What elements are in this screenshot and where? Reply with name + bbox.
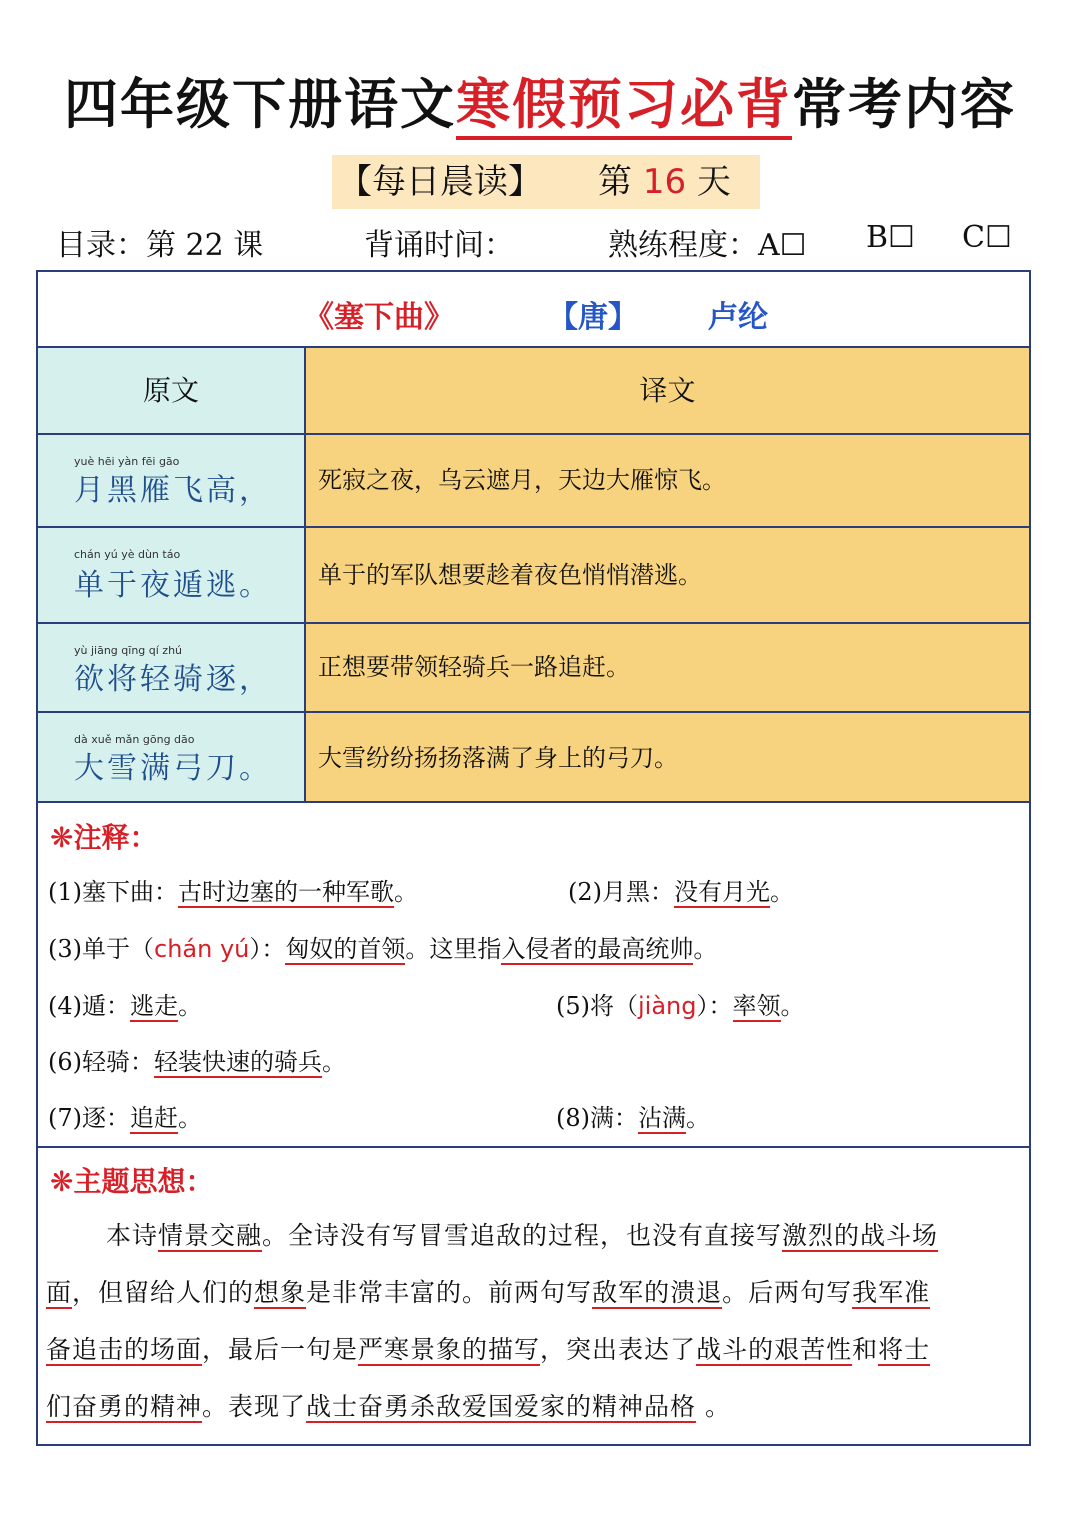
poem-text: 单于夜遁逃。 [74, 568, 272, 603]
note-8: (8)满：沾满。 [556, 1104, 710, 1132]
theme-line-4: 们奋勇的精神。表现了战士奋勇杀敌爱国爱家的精神品格 。 [46, 1392, 731, 1421]
note-5: (5)将（jiàng）：率领。 [556, 992, 805, 1020]
day-prefix: 第 [598, 162, 632, 202]
poem-text: 大雪满弓刀。 [74, 751, 272, 786]
note-3: (3)单于（chán yú）：匈奴的首领。这里指入侵者的最高统帅。 [48, 935, 718, 963]
pinyin: dà xuě mǎn gōng dāo [74, 733, 195, 746]
day-suffix: 天 [696, 162, 731, 202]
poem-table [38, 346, 1029, 803]
pinyin: yù jiāng qīng qí zhú [74, 644, 183, 657]
notes-heading: ❋注释： [50, 821, 158, 854]
translation-2: 单于的军队想要趁着夜色悄悄潜逃。 [306, 526, 1029, 622]
day-number: 16 [642, 162, 687, 202]
title-part2: 常考内容 [792, 73, 1016, 136]
poem-text: 欲将轻骑逐， [74, 662, 272, 697]
proficiency-a-checkbox[interactable]: 熟练程度：A☐ [608, 228, 807, 263]
translation-3: 正想要带领轻骑兵一路追赶。 [306, 622, 1029, 711]
poem-line-2 [38, 526, 306, 622]
header-original: 原文 [38, 346, 306, 433]
translation-1: 死寂之夜，乌云遮月，天边大雁惊飞。 [306, 433, 1029, 526]
poem-dynasty: 【唐】 [548, 300, 638, 335]
header-translation: 译文 [306, 346, 1029, 433]
page-title [0, 62, 1080, 139]
title-part1: 四年级下册语文 [64, 73, 456, 136]
theme-line-3: 备追击的场面，最后一句是严寒景象的描写，突出表达了战斗的艰苦性和将士 [46, 1335, 931, 1364]
content-frame [36, 270, 1031, 1446]
poem-author: 卢纶 [708, 300, 768, 335]
poem-text: 月黑雁飞高， [74, 473, 272, 508]
poem-line-4 [38, 711, 306, 803]
poem-title: 《塞下曲》 [304, 300, 454, 335]
theme-line-2: 面，但留给人们的想象是非常丰富的。前两句写敌军的溃退。后两句写我军准 [46, 1278, 931, 1307]
proficiency-c-checkbox[interactable]: C☐ [962, 220, 1012, 255]
divider [38, 1146, 1029, 1148]
catalog-label: 目录：第 22 课 [56, 228, 264, 263]
meta-row [0, 220, 1080, 264]
daily-label: 【每日晨读】 [338, 162, 542, 202]
note-6: (6)轻骑：轻装快速的骑兵。 [48, 1048, 346, 1076]
title-highlight: 寒假预习必背 [456, 73, 792, 140]
theme-heading: ❋主题思想： [50, 1165, 214, 1198]
proficiency-b-checkbox[interactable]: B☐ [866, 220, 915, 255]
translation-4: 大雪纷纷扬扬落满了身上的弓刀。 [306, 711, 1029, 803]
note-1: (1)塞下曲：古时边塞的一种军歌。 [48, 878, 418, 906]
note-4: (4)遁：逃走。 [48, 992, 202, 1020]
divider [38, 801, 1029, 803]
note-7: (7)逐：追赶。 [48, 1104, 202, 1132]
recite-time-label: 背诵时间： [364, 228, 514, 263]
pinyin: yuè hēi yàn fēi gāo [74, 455, 180, 468]
poem-line-3 [38, 622, 306, 711]
poem-header [38, 272, 1029, 346]
theme-line-1: 本诗情景交融。全诗没有写冒雪追敌的过程，也没有直接写激烈的战斗场 [106, 1221, 939, 1250]
pinyin: chán yú yè dùn táo [74, 548, 181, 561]
note-2: (2)月黑：没有月光。 [568, 878, 794, 906]
daily-reading-banner [332, 155, 760, 209]
poem-line-1 [38, 433, 306, 526]
